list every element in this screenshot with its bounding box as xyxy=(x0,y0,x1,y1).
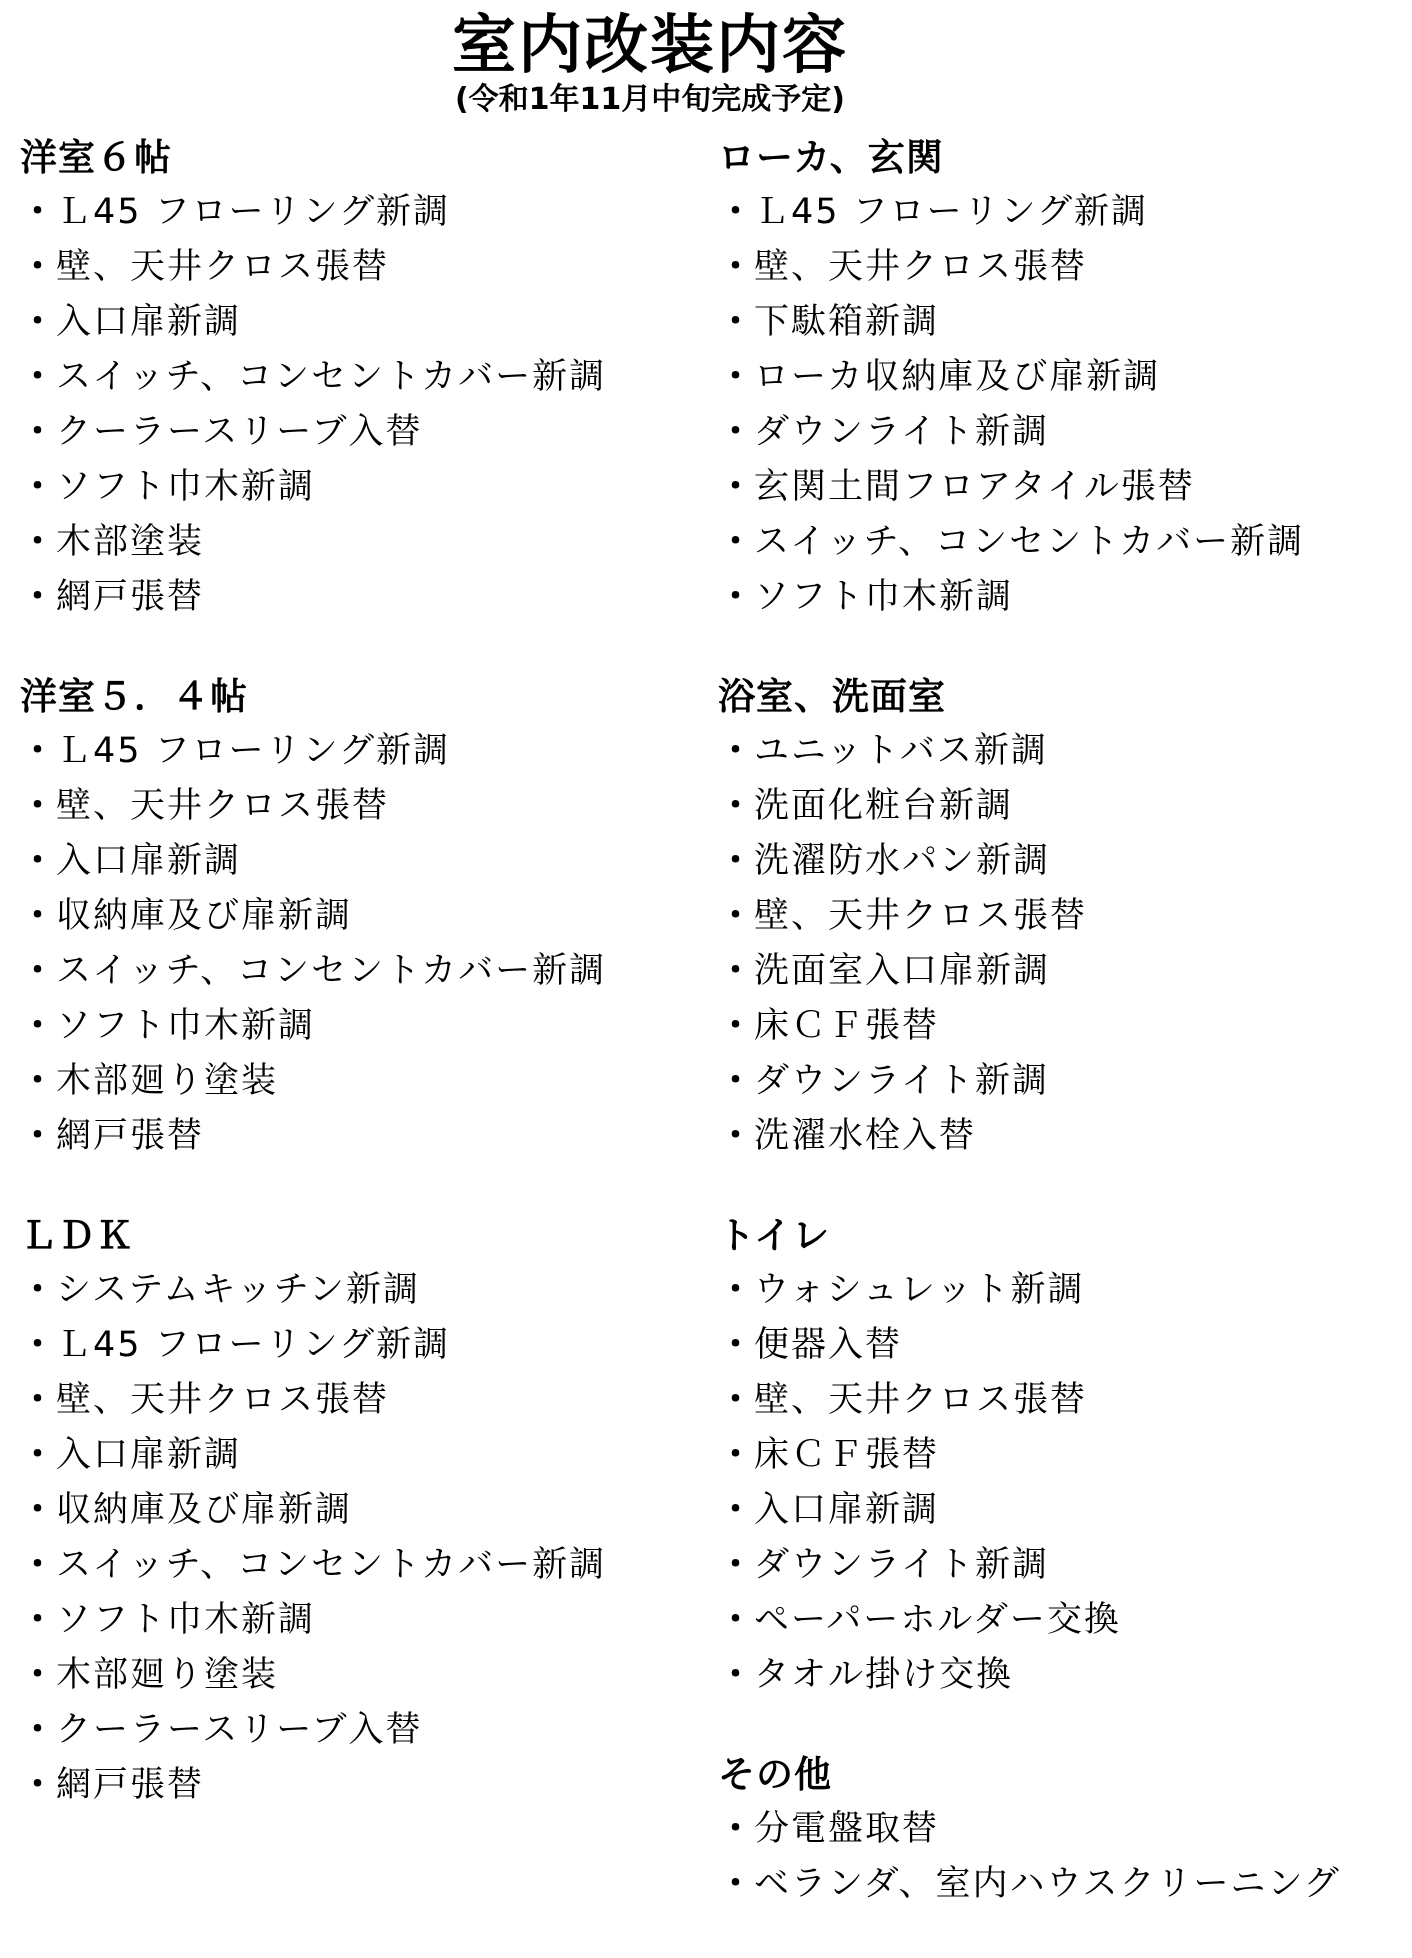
bullet-mark: ・ xyxy=(20,896,58,936)
list-item xyxy=(718,460,1398,515)
list-item xyxy=(20,1373,700,1428)
list-item-text: ソフト巾木新調 xyxy=(754,577,1014,617)
bullet-mark: ・ xyxy=(718,192,756,232)
list-item-text: クーラースリーブ入替 xyxy=(56,1710,423,1750)
bullet-mark: ・ xyxy=(718,577,756,617)
bullet-mark: ・ xyxy=(718,1061,756,1101)
list-item xyxy=(718,889,1398,944)
bullet-mark: ・ xyxy=(20,1006,58,1046)
list-item xyxy=(20,1054,700,1109)
list-item xyxy=(20,944,700,999)
bullet-mark: ・ xyxy=(718,1864,756,1904)
bullet-mark: ・ xyxy=(20,1435,58,1475)
bullet-mark: ・ xyxy=(20,1765,58,1805)
list-item-text: 入口扉新調 xyxy=(754,1490,940,1530)
list-item xyxy=(20,1483,700,1538)
list-item xyxy=(20,1758,700,1813)
bullet-mark: ・ xyxy=(718,1490,756,1530)
list-item xyxy=(718,1054,1398,1109)
bullet-mark: ・ xyxy=(718,1545,756,1585)
list-item xyxy=(20,460,700,515)
list-item-text: ソフト巾木新調 xyxy=(56,1006,316,1046)
list-item-text: 網戸張替 xyxy=(56,1765,205,1805)
section xyxy=(20,1208,700,1813)
list-item xyxy=(20,724,700,779)
list-item-text: スイッチ、コンセントカバー新調 xyxy=(56,1545,607,1585)
list-item xyxy=(718,1483,1398,1538)
bullet-mark: ・ xyxy=(20,1061,58,1101)
list-item-text: 収納庫及び扉新調 xyxy=(56,896,353,936)
section xyxy=(718,130,1398,625)
list-item xyxy=(718,1318,1398,1373)
section-heading: 洋室６帖 xyxy=(20,136,172,179)
list-item xyxy=(718,515,1398,570)
list-item xyxy=(718,295,1398,350)
bullet-mark: ・ xyxy=(20,1325,58,1365)
list-item xyxy=(20,1109,700,1164)
list-item xyxy=(20,515,700,570)
bullet-mark: ・ xyxy=(20,577,58,617)
list-item xyxy=(718,240,1398,295)
section xyxy=(718,1208,1398,1703)
list-item xyxy=(20,570,700,625)
list-item-text: 入口扉新調 xyxy=(56,841,242,881)
list-item-text: Ｌ45 フローリング新調 xyxy=(754,192,1148,232)
list-item-text: 洗面室入口扉新調 xyxy=(754,951,1051,991)
bullet-mark: ・ xyxy=(20,1600,58,1640)
bullet-mark: ・ xyxy=(718,1655,756,1695)
section-heading: ＬＤＫ xyxy=(20,1214,134,1257)
list-item-text: ソフト巾木新調 xyxy=(56,1600,316,1640)
bullet-mark: ・ xyxy=(718,841,756,881)
section-heading: ローカ、玄関 xyxy=(718,136,944,179)
bullet-mark: ・ xyxy=(20,786,58,826)
list-item xyxy=(20,240,700,295)
list-item-text: 分電盤取替 xyxy=(754,1809,940,1849)
section-heading: その他 xyxy=(718,1753,832,1796)
list-item-text: 床ＣＦ張替 xyxy=(754,1435,940,1475)
list-item-text: ウォシュレット新調 xyxy=(754,1270,1085,1310)
bullet-mark: ・ xyxy=(718,302,756,342)
bullet-mark: ・ xyxy=(718,1006,756,1046)
bullet-mark: ・ xyxy=(718,786,756,826)
section xyxy=(20,130,700,625)
bullet-mark: ・ xyxy=(718,1116,756,1156)
bullet-mark: ・ xyxy=(718,951,756,991)
bullet-mark: ・ xyxy=(20,1116,58,1156)
left-column xyxy=(20,130,700,1813)
list-item xyxy=(20,999,700,1054)
list-item-text: スイッチ、コンセントカバー新調 xyxy=(754,522,1305,562)
list-item xyxy=(718,1109,1398,1164)
list-item xyxy=(718,999,1398,1054)
list-item xyxy=(20,295,700,350)
list-item xyxy=(718,1593,1398,1648)
list-item-text: 洗濯水栓入替 xyxy=(754,1116,977,1156)
list-item-text: 入口扉新調 xyxy=(56,302,242,342)
list-item-text: タオル掛け交換 xyxy=(754,1655,1014,1695)
bullet-mark: ・ xyxy=(20,467,58,507)
list-item-text: 壁、天井クロス張替 xyxy=(56,247,390,287)
list-item-text: Ｌ45 フローリング新調 xyxy=(56,1325,450,1365)
list-item xyxy=(20,1703,700,1758)
list-item xyxy=(20,1318,700,1373)
list-item-text: 網戸張替 xyxy=(56,577,205,617)
list-item-text: スイッチ、コンセントカバー新調 xyxy=(56,357,607,397)
bullet-mark: ・ xyxy=(718,1380,756,1420)
list-item-text: ベランダ、室内ハウスクリーニング xyxy=(754,1864,1341,1904)
bullet-mark: ・ xyxy=(718,247,756,287)
list-item-text: ダウンライト新調 xyxy=(754,1545,1049,1585)
section-heading: 浴室、洗面室 xyxy=(718,675,946,718)
list-item-text: システムキッチン新調 xyxy=(56,1270,421,1310)
list-item xyxy=(20,1538,700,1593)
list-item-text: 木部廻り塗装 xyxy=(56,1061,279,1101)
list-item-text: 壁、天井クロス張替 xyxy=(56,1380,390,1420)
list-item-text: 網戸張替 xyxy=(56,1116,205,1156)
bullet-mark: ・ xyxy=(718,467,756,507)
list-item xyxy=(20,350,700,405)
list-item xyxy=(20,1648,700,1703)
bullet-mark: ・ xyxy=(718,1809,756,1849)
list-item xyxy=(718,405,1398,460)
bullet-mark: ・ xyxy=(718,1600,756,1640)
list-item xyxy=(718,834,1398,889)
section xyxy=(718,1747,1398,1912)
list-item-text: 入口扉新調 xyxy=(56,1435,242,1475)
bullet-mark: ・ xyxy=(20,841,58,881)
bullet-mark: ・ xyxy=(20,1545,58,1585)
bullet-mark: ・ xyxy=(20,1490,58,1530)
bullet-mark: ・ xyxy=(20,412,58,452)
bullet-mark: ・ xyxy=(20,1655,58,1695)
list-item xyxy=(718,944,1398,999)
list-item-text: 洗面化粧台新調 xyxy=(754,786,1014,826)
list-item-text: ペーパーホルダー交換 xyxy=(754,1600,1121,1640)
bullet-mark: ・ xyxy=(718,357,756,397)
list-item-text: 壁、天井クロス張替 xyxy=(754,896,1088,936)
list-item-text: 壁、天井クロス張替 xyxy=(754,247,1088,287)
list-item-text: Ｌ45 フローリング新調 xyxy=(56,192,450,232)
bullet-mark: ・ xyxy=(718,1435,756,1475)
bullet-mark: ・ xyxy=(20,302,58,342)
list-item xyxy=(718,724,1398,779)
bullet-mark: ・ xyxy=(20,951,58,991)
right-column xyxy=(718,130,1398,1912)
page-title: 室内改装内容 xyxy=(452,9,848,83)
list-item xyxy=(20,779,700,834)
bullet-mark: ・ xyxy=(20,357,58,397)
section xyxy=(20,669,700,1164)
list-item xyxy=(718,350,1398,405)
bullet-mark: ・ xyxy=(718,1325,756,1365)
list-item xyxy=(718,1538,1398,1593)
section-heading: 洋室５．４帖 xyxy=(20,675,248,718)
list-item xyxy=(20,1263,700,1318)
list-item-text: ダウンライト新調 xyxy=(754,412,1049,452)
list-item-text: 洗濯防水パン新調 xyxy=(754,841,1051,881)
bullet-mark: ・ xyxy=(20,731,58,771)
list-item xyxy=(20,185,700,240)
bullet-mark: ・ xyxy=(20,192,58,232)
list-item-text: 木部廻り塗装 xyxy=(56,1655,279,1695)
list-item-text: 玄関土間フロアタイル張替 xyxy=(754,467,1195,507)
bullet-mark: ・ xyxy=(20,1380,58,1420)
list-item xyxy=(20,1428,700,1483)
list-item xyxy=(20,405,700,460)
list-item xyxy=(718,1857,1398,1912)
list-item xyxy=(20,889,700,944)
list-item xyxy=(20,834,700,889)
list-item xyxy=(718,779,1398,834)
list-item-text: 壁、天井クロス張替 xyxy=(56,786,390,826)
list-item-text: 便器入替 xyxy=(754,1325,903,1365)
list-item xyxy=(718,1428,1398,1483)
list-item xyxy=(718,570,1398,625)
list-item-text: 収納庫及び扉新調 xyxy=(56,1490,353,1530)
bullet-mark: ・ xyxy=(20,247,58,287)
list-item-text: ソフト巾木新調 xyxy=(56,467,316,507)
list-item xyxy=(718,1648,1398,1703)
list-item-text: ダウンライト新調 xyxy=(754,1061,1049,1101)
bullet-mark: ・ xyxy=(20,522,58,562)
list-item xyxy=(20,1593,700,1648)
bullet-mark: ・ xyxy=(718,1270,756,1310)
page-subtitle: (令和1年11月中旬完成予定) xyxy=(454,82,846,117)
list-item xyxy=(718,1263,1398,1318)
list-item-text: 木部塗装 xyxy=(56,522,205,562)
list-item-text: ローカ収納庫及び扉新調 xyxy=(754,357,1161,397)
list-item-text: スイッチ、コンセントカバー新調 xyxy=(56,951,607,991)
bullet-mark: ・ xyxy=(718,731,756,771)
list-item-text: ユニットバス新調 xyxy=(754,731,1048,771)
bullet-mark: ・ xyxy=(718,896,756,936)
list-item xyxy=(718,1802,1398,1857)
list-item xyxy=(718,185,1398,240)
bullet-mark: ・ xyxy=(20,1270,58,1310)
list-item-text: 壁、天井クロス張替 xyxy=(754,1380,1088,1420)
list-item-text: 床ＣＦ張替 xyxy=(754,1006,940,1046)
section xyxy=(718,669,1398,1164)
section-heading: トイレ xyxy=(718,1214,831,1257)
list-item xyxy=(718,1373,1398,1428)
bullet-mark: ・ xyxy=(718,412,756,452)
list-item-text: クーラースリーブ入替 xyxy=(56,412,423,452)
list-item-text: Ｌ45 フローリング新調 xyxy=(56,731,450,771)
bullet-mark: ・ xyxy=(718,522,756,562)
list-item-text: 下駄箱新調 xyxy=(754,302,940,342)
bullet-mark: ・ xyxy=(20,1710,58,1750)
